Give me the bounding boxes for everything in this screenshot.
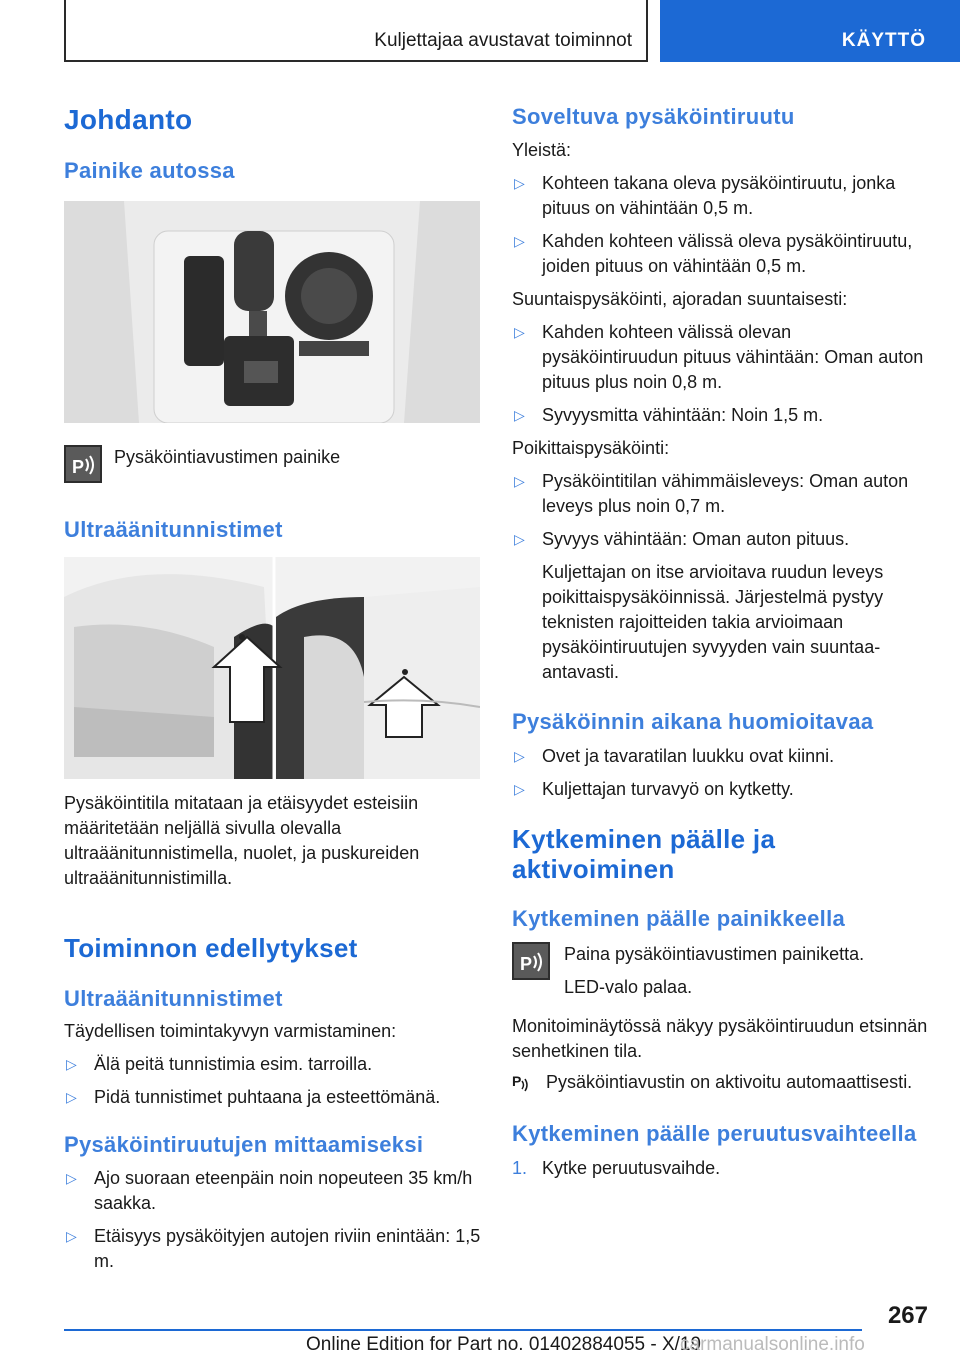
svg-text:P: P <box>512 1073 522 1090</box>
auto-active-row <box>512 1070 932 1095</box>
triangle-right-icon: ▷ <box>514 531 525 548</box>
heading-switch-on-button: Kytkeminen päälle painikkeella <box>512 905 846 931</box>
heading-switch-on: Kytkeminen päälle ja aktivoiminen <box>512 823 776 884</box>
general-label: Yleistä: <box>512 140 572 161</box>
header-chapter-tab <box>660 0 960 62</box>
observe-list <box>512 744 932 802</box>
heading-ultrasonic-sensors: Ultraäänitunnistimet <box>64 516 283 542</box>
perpendicular-note: Kuljettajan on itse arvioitava ruudun leveys poikittaispysäköinnissä. Järjestelmä pystyy teknisten rajoitteiden takia arvioimaan pysäköintiruutujen syvyyden vain suuntaa-antavasti. <box>542 562 884 683</box>
list-item: ▷ Älä peitä tunnistimia esim. tarroilla. <box>64 1052 484 1077</box>
parking-assistant-icon <box>512 942 550 980</box>
press-button-row <box>512 942 932 1006</box>
sensors-photo <box>64 557 480 779</box>
header-chapter-label: KÄYTTÖ <box>841 30 926 51</box>
list-item: ▷ Kahden kohteen välissä olevan pysäköintiruudun pituus vähintään: Oman auton pituus plus noin 0,8 m. <box>514 322 924 393</box>
left-column <box>64 100 484 1274</box>
requirements-list <box>64 1052 484 1110</box>
triangle-right-icon: ▷ <box>66 1055 77 1072</box>
button-caption: Pysäköintiavustimen painike <box>114 446 341 467</box>
perpendicular-label: Poikittaispysäköinti: <box>512 438 670 459</box>
heading-intro: Johdanto <box>64 104 193 135</box>
parking-status-icon <box>512 1071 536 1098</box>
triangle-right-icon: ▷ <box>66 1088 77 1105</box>
triangle-right-icon: ▷ <box>514 233 525 250</box>
right-column <box>512 100 932 1182</box>
triangle-right-icon: ▷ <box>514 473 525 490</box>
button-caption-row <box>64 445 484 487</box>
heading-switch-on-reverse: Kytkeminen päälle peruutusvaihteella <box>512 1121 917 1147</box>
triangle-right-icon: ▷ <box>514 747 525 764</box>
list-item: ▷ Pidä tunnistimet puhtaana ja esteettömänä. <box>64 1085 484 1110</box>
triangle-right-icon: ▷ <box>514 407 525 424</box>
auto-active-text: Pysäköintiavustin on aktivoitu automaattisesti. <box>546 1072 913 1093</box>
triangle-right-icon: ▷ <box>514 324 525 341</box>
console-photo <box>64 201 480 423</box>
measuring-list <box>64 1166 484 1274</box>
list-item: ▷ Kohteen takana oleva pysäköintiruutu, jonka pituus on vähintään 0,5 m. <box>514 173 896 219</box>
watermark-text: carmanualsonline.info <box>680 1334 865 1355</box>
page-number: 267 <box>887 1302 928 1329</box>
parking-assistant-icon <box>64 445 102 483</box>
list-item: ▷ Etäisyys pysäköityjen autojen riviin enintään: 1,5 m. <box>66 1225 481 1271</box>
sensors-description: Pysäköintitila mitataan ja etäisyydet esteisiin määritetään neljällä sivulla olevalla ultraäänitunnistimella, nuolet, ja puskureiden ultraäänitunnistimilla. <box>64 792 420 888</box>
svg-text:P: P <box>72 456 85 477</box>
header-section-title: Kuljettajaa avustavat toiminnot <box>374 30 632 51</box>
svg-text:P: P <box>520 954 533 975</box>
list-item: ▷ Syvyysmitta vähintään: Noin 1,5 m. <box>512 403 932 428</box>
header-section-box <box>64 0 648 62</box>
press-button-text: Paina pysäköintiavustimen painiketta. <box>564 944 865 965</box>
requirements-intro: Täydellisen toimintakyvyn varmistaminen: <box>64 1020 397 1041</box>
led-text: LED-valo palaa. <box>564 977 693 998</box>
triangle-right-icon: ▷ <box>514 780 525 797</box>
list-item: ▷ Ajo suoraan eteenpäin noin nopeuteen 35 km/h saakka. <box>66 1167 473 1213</box>
heading-requirements: Toiminnon edellytykset <box>64 932 358 963</box>
list-item: ▷ Kuljettajan turvavyö on kytketty. <box>512 777 932 802</box>
list-item: ▷ Syvyys vähintään: Oman auton pituus. <box>512 527 932 552</box>
footer-divider <box>64 1329 862 1331</box>
step-number: 1. <box>512 1157 528 1178</box>
list-item: ▷ Pysäköintitilan vähimmäisleveys: Oman auton leveys plus noin 0,7 m. <box>514 471 909 517</box>
display-text: Monitoiminäytössä näkyy pysäköintiruudun etsinnän senhetkinen tila. <box>512 1016 928 1062</box>
list-item: ▷ Kahden kohteen välissä oleva pysäköintiruutu, joiden pituus on vähintään 0,5 m. <box>514 231 913 277</box>
step-text: Kytke peruutusvaihde. <box>542 1157 721 1178</box>
heading-while-parking: Pysäköinnin aikana huomioitavaa <box>512 709 874 735</box>
triangle-right-icon: ▷ <box>66 1169 77 1186</box>
triangle-right-icon: ▷ <box>514 175 525 192</box>
heading-measuring: Pysäköintiruutujen mittaamiseksi <box>64 1131 424 1157</box>
general-list <box>512 171 932 279</box>
triangle-right-icon: ▷ <box>66 1227 77 1244</box>
perpendicular-list <box>512 469 932 552</box>
heading-ultrasonic-sensors-2: Ultraäänitunnistimet <box>64 986 283 1012</box>
parallel-list <box>512 320 932 428</box>
step-row <box>512 1156 932 1182</box>
heading-suitable-space: Soveltuva pysäköintiruutu <box>512 104 795 129</box>
parallel-label: Suuntaispysäköinti, ajoradan suuntaisesti: <box>512 289 848 310</box>
list-item: ▷ Ovet ja tavaratilan luukku ovat kiinni. <box>512 744 932 769</box>
edition-text: Online Edition for Part no. 01402884055 - X/19 <box>306 1334 702 1355</box>
heading-button-in-car: Painike autossa <box>64 158 235 184</box>
